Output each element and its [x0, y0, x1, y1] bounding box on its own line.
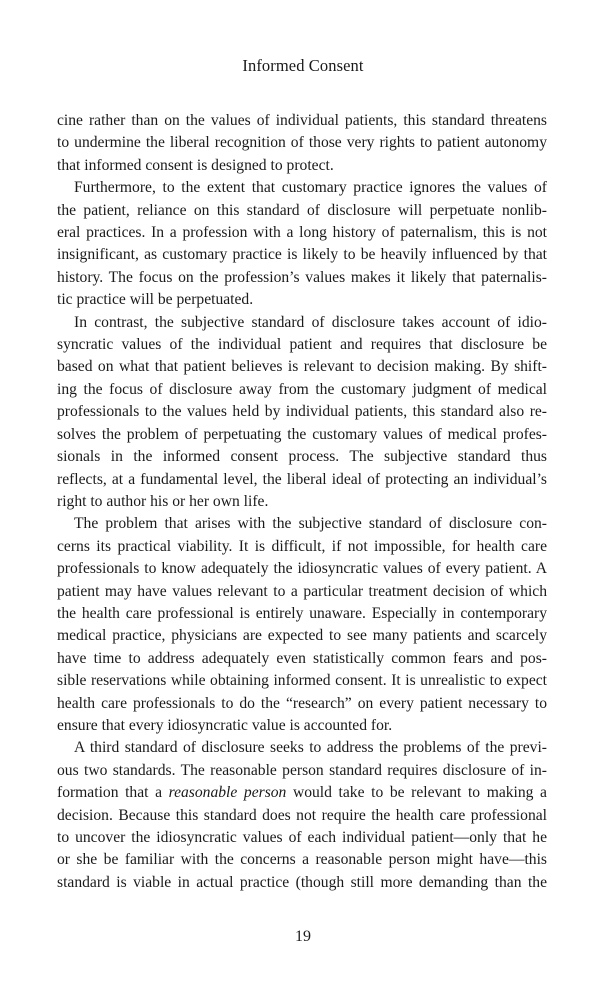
paragraph-1 [57, 110, 547, 177]
text-line: Furthermore, to the extent that customary practice ignores the values of [74, 179, 547, 197]
paragraph-4 [57, 513, 547, 737]
text-line: The problem that arises with the subjective standard of disclosure con- [74, 515, 547, 533]
text-line: standard is viable in actual practice (though still more demanding than the [57, 873, 547, 891]
text-line: professionals to the values held by individual patients, this standard also re- [57, 403, 547, 421]
text-line: cerns its practical viability. It is difficult, if not impossible, for health care [57, 537, 547, 555]
paragraph-5 [57, 737, 547, 894]
text-line: health care professionals to do the “research” on every patient necessary to [57, 694, 547, 712]
text-line: to uncover the idiosyncratic values of each individual patient—only that he [57, 829, 547, 846]
text-line: In contrast, the subjective standard of disclosure takes account of idio- [74, 313, 547, 331]
text-line: ensure that every idiosyncratic value is accounted for. [57, 716, 393, 734]
text-line: cine rather than on the values of individual patients, this standard threatens [57, 112, 547, 129]
text-line: insignificant, as customary practice is likely to be heavily influenced by that [57, 246, 547, 264]
text-line: tic practice will be perpetuated. [57, 291, 254, 309]
text-line: formation that a reasonable person would take to be relevant to making a [57, 784, 547, 802]
text-line: syncratic values of the individual patient and requires that disclosure be [57, 336, 547, 354]
text-line: based on what that patient believes is relevant to decision making. By shift- [57, 358, 547, 376]
text-line: eral practices. In a profession with a long history of paternalism, this is not [57, 224, 547, 242]
text-line: sionals in the informed consent process. The subjective standard thus [57, 448, 547, 466]
paragraph-3 [57, 312, 547, 514]
text-line: that informed consent is designed to protect. [57, 156, 334, 174]
emphasized-phrase: reasonable person [168, 784, 287, 802]
text-line: the health care professional is entirely unaware. Especially in contemporary [57, 604, 547, 622]
text-line: ous two standards. The reasonable person standard requires disclosure of in- [57, 761, 547, 779]
text-line: medical practice, physicians are expected to see many patients and scarcely [57, 627, 547, 645]
text-line: solves the problem of perpetuating the customary values of medical profes- [57, 425, 547, 443]
text-line: ing the focus of disclosure away from the customary judgment of medical [57, 380, 547, 398]
text-line: or she be familiar with the concerns a reasonable person might have—this [57, 851, 547, 869]
page-number: 19 [295, 928, 311, 945]
text-line: professionals to know adequately the idiosyncratic values of every patient. A [57, 560, 547, 578]
text-line: sible reservations while obtaining informed consent. It is unrealistic to expect [57, 672, 547, 690]
text-line: have time to address adequately even statistically common fears and pos- [57, 649, 547, 667]
text-line: reflects, at a fundamental level, the liberal ideal of protecting an individual’s [57, 470, 547, 488]
text-line: decision. Because this standard does not require the health care professional [57, 806, 547, 824]
text-line: to undermine the liberal recognition of those very rights to patient autonomy [57, 134, 547, 152]
text-line: right to author his or her own life. [57, 492, 269, 510]
text-line: history. The focus on the profession’s values makes it likely that paternalis- [57, 268, 547, 286]
running-head: Informed Consent [242, 56, 364, 75]
paragraph-2 [57, 177, 547, 311]
text-line: A third standard of disclosure seeks to address the problems of the previ- [74, 739, 547, 757]
text-line: patient may have values relevant to a particular treatment decision of which [57, 582, 547, 600]
body-text [57, 110, 547, 894]
text-line: the patient, reliance on this standard of disclosure will perpetuate nonlib- [57, 201, 547, 219]
